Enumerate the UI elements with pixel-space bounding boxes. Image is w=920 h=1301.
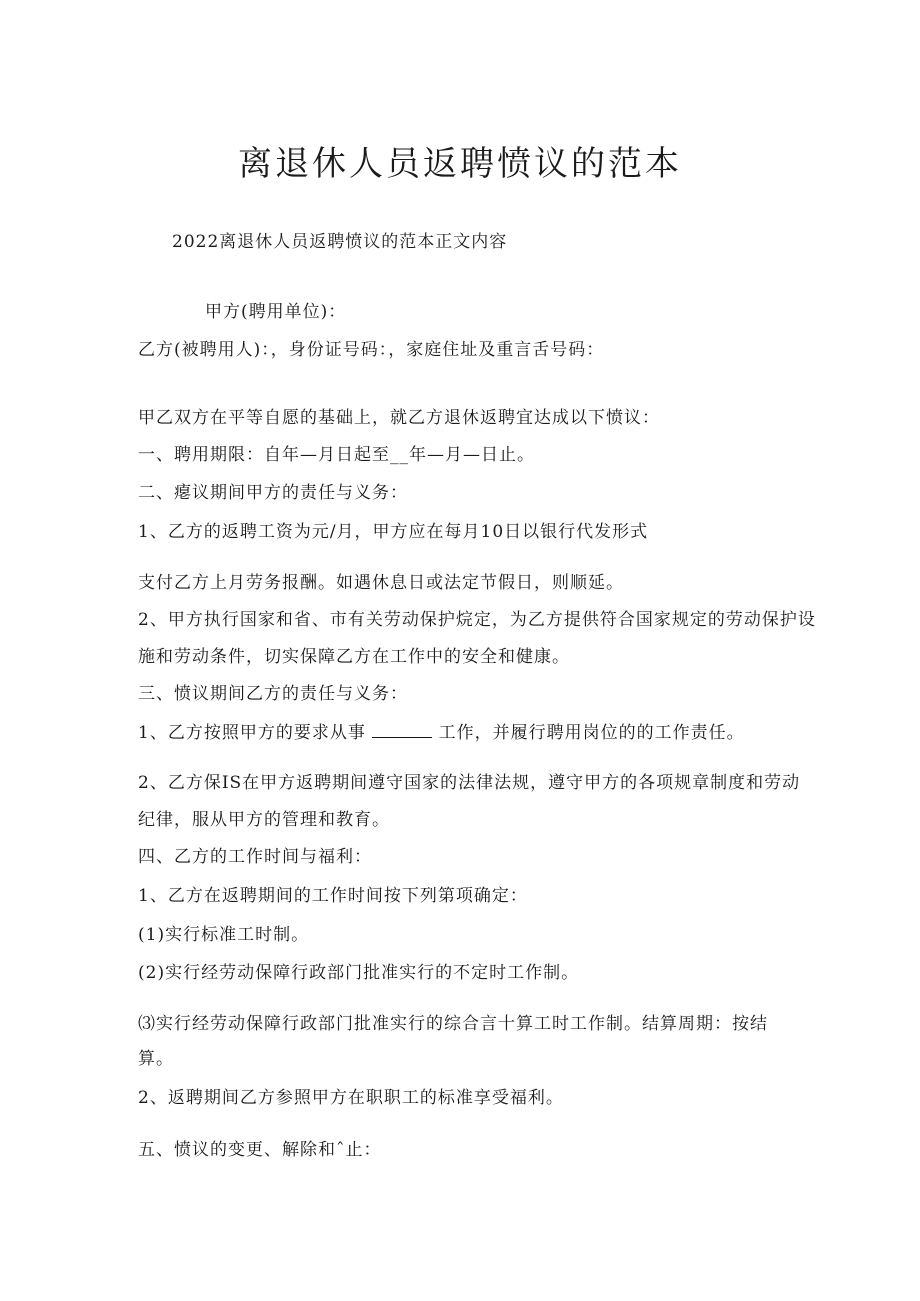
section-2-item-1: 1、乙方的返聘工资为元/月，甲方应在每月10日以银行代发形式 [138,522,649,542]
document-title: 离退休人员返聘愤议的范本 [238,144,682,184]
section-4-option-3-cont: 算。 [138,1049,174,1069]
subtitle: 2022离退休人员返聘愤议的范本正文内容 [172,232,508,252]
section-2-item-1-cont: 支付乙方上月劳务报酬。如遇休息日或法定节假日，则顺延。 [138,573,624,593]
section-4-option-1: (1)实行标准工时制。 [138,925,310,945]
section-2-item-2-cont: 施和劳动条件，切实保障乙方在工作中的安全和健康。 [138,647,570,667]
section-4-option-3: ⑶实行经劳动保障行政部门批准实行的综合言十算工时工作制。结算周期：按 [138,1014,750,1034]
section-2-item-2: 2、甲方执行国家和省、市有关劳动保护烷定，为乙方提供符合国家规定的劳动保护设 [138,610,816,630]
section-2-heading: 二、瘪议期间甲方的责任与义务： [138,483,408,503]
section-3-heading: 三、愤议期间乙方的责任与义务： [138,684,408,704]
section-3-item-1-prefix: 1、乙方按照甲方的要求从事 [138,723,366,743]
section-4-item-2: 2、返聘期间乙方参照甲方在职职工的标准享受福利。 [138,1088,564,1108]
section-3-item-1-suffix: 工作，并履行聘用岗位的的工作责任。 [438,723,745,743]
party-b-line: 乙方(被聘用人)：，身份证号码：，家庭住址及重言舌号码： [138,340,605,360]
section-3-item-1 [138,721,745,745]
intro-paragraph: 甲乙双方在平等自愿的基础上，就乙方退休返聘宜达成以下愤议： [138,408,660,428]
section-1-term: 一、聘用期限：自年—月日起至__年—月—日止。 [138,445,535,465]
section-5-heading: 五、愤议的变更、解除和ˆ止： [138,1140,382,1160]
party-a-line: 甲方(聘用单位)： [205,302,347,322]
section-4-heading: 四、乙方的工作时间与福利： [138,847,372,867]
section-3-item-2: 2、乙方保IS在甲方返聘期间遵守国家的法律法规，遵守甲方的各项规章制度和劳动 [138,773,801,793]
section-4-option-2: (2)实行经劳动保障行政部门批准实行的不定时工作制。 [138,963,580,983]
section-4-item-1: 1、乙方在返聘期间的工作时间按下列第项确定： [138,886,528,906]
section-4-option-3-end: 结 [750,1014,768,1034]
section-3-item-2-cont: 纪律，服从甲方的管理和教育。 [138,810,390,830]
fill-in-blank [372,721,432,738]
